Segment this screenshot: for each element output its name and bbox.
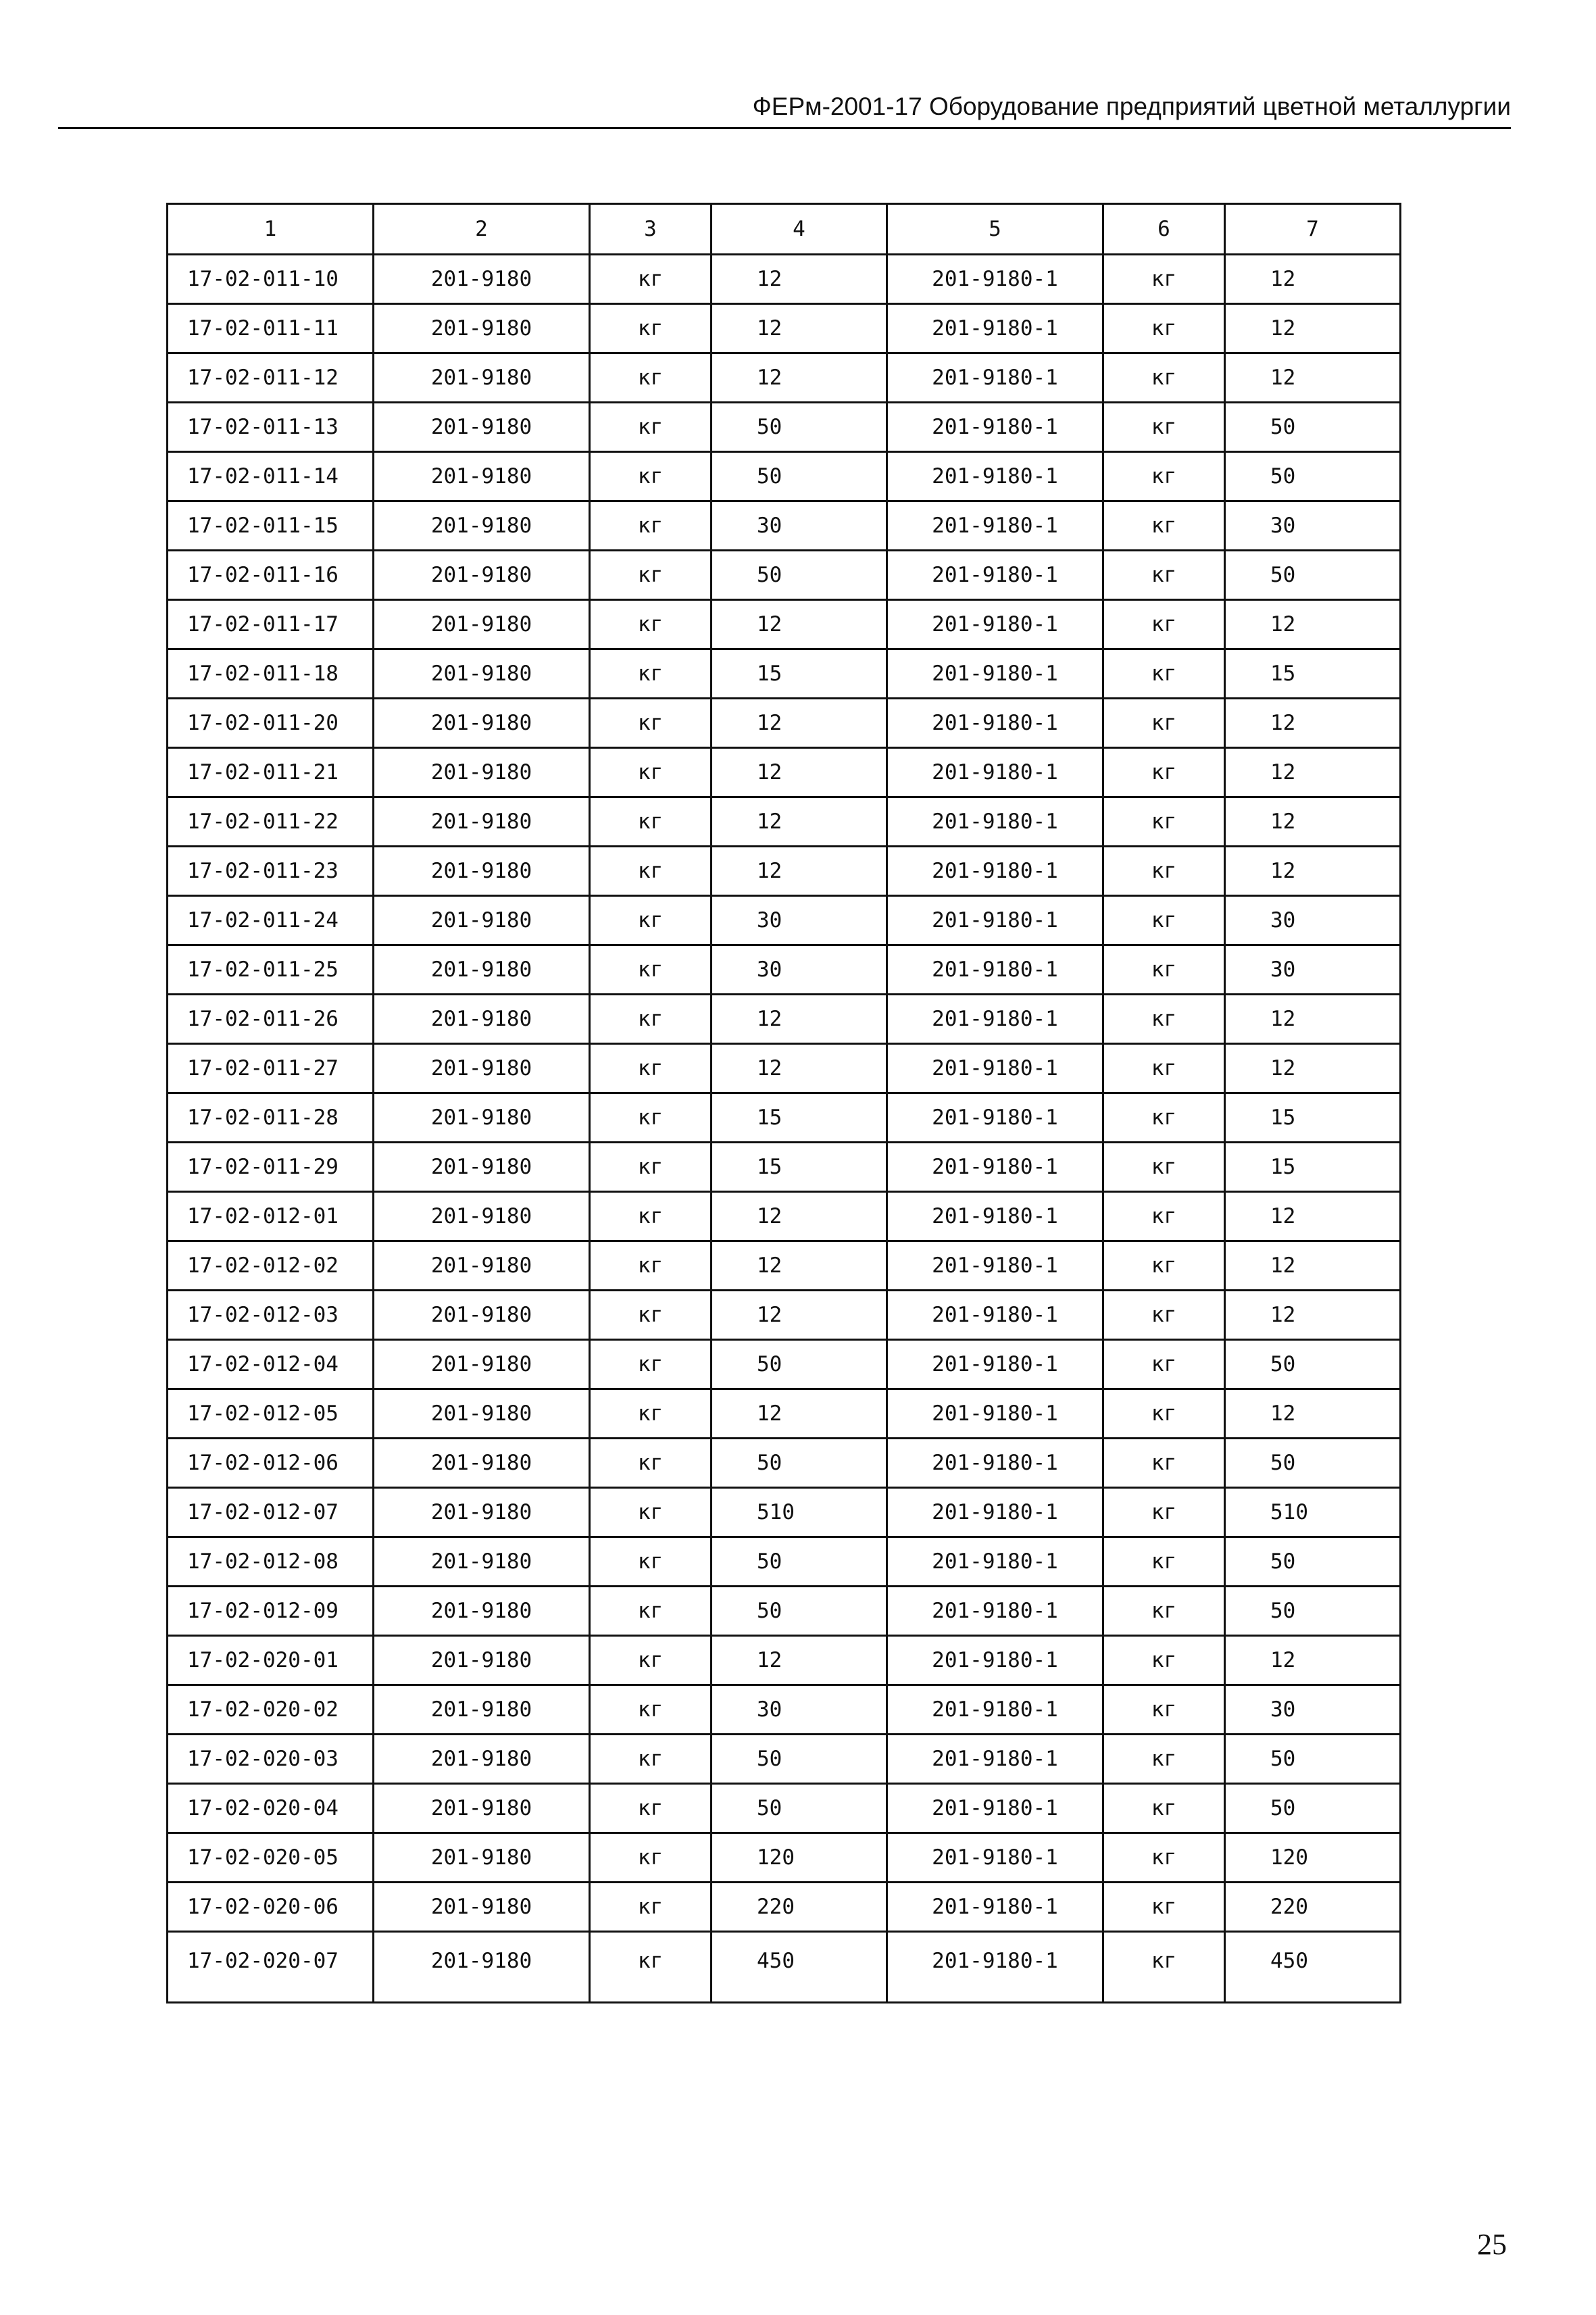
document-title: ФЕРм-2001-17 Оборудование предприятий цветной металлургии [752,93,1511,120]
quantity-cell: 450 [712,1932,887,2003]
quantity-cell: 30 [712,896,887,945]
replacement-unit-cell: кг [1103,1735,1225,1784]
replacement-code-cell: 201-9180-1 [887,1093,1103,1143]
column-header-5: 5 [887,204,1103,255]
quantity-cell: 12 [712,1044,887,1093]
unit-cell: кг [590,797,712,847]
resource-code-cell: 201-9180 [374,1537,590,1587]
replacement-unit-cell: кг [1103,255,1225,304]
quantity-cell: 12 [712,1389,887,1439]
resource-code-cell: 201-9180 [374,600,590,649]
unit-cell: кг [590,452,712,501]
rate-code-cell: 17-02-011-12 [168,353,374,403]
unit-cell: кг [590,1784,712,1833]
replacement-unit-cell: кг [1103,304,1225,353]
quantity-cell: 12 [712,1241,887,1291]
replacement-unit-cell: кг [1103,896,1225,945]
table-body [168,255,1401,2003]
replacement-quantity-cell: 450 [1225,1932,1401,2003]
replacement-unit-cell: кг [1103,551,1225,600]
resource-code-cell: 201-9180 [374,255,590,304]
replacement-quantity-cell: 12 [1225,797,1401,847]
table-row [168,995,1401,1044]
unit-cell: кг [590,699,712,748]
replacement-unit-cell: кг [1103,403,1225,452]
column-header-1: 1 [168,204,374,255]
replacement-code-cell: 201-9180-1 [887,995,1103,1044]
quantity-cell: 120 [712,1833,887,1883]
resource-code-cell: 201-9180 [374,403,590,452]
replacement-quantity-cell: 12 [1225,699,1401,748]
replacement-unit-cell: кг [1103,1439,1225,1488]
replacement-code-cell: 201-9180-1 [887,1883,1103,1932]
table-row [168,1685,1401,1735]
replacement-unit-cell: кг [1103,649,1225,699]
resource-code-cell: 201-9180 [374,1340,590,1389]
rate-code-cell: 17-02-011-16 [168,551,374,600]
replacement-quantity-cell: 50 [1225,1735,1401,1784]
quantity-cell: 15 [712,1143,887,1192]
table-row [168,600,1401,649]
rate-code-cell: 17-02-011-23 [168,847,374,896]
quantity-cell: 50 [712,403,887,452]
replacement-quantity-cell: 30 [1225,501,1401,551]
replacement-code-cell: 201-9180-1 [887,1537,1103,1587]
table-row [168,1537,1401,1587]
replacement-unit-cell: кг [1103,1044,1225,1093]
table-row [168,1735,1401,1784]
rate-code-cell: 17-02-011-27 [168,1044,374,1093]
replacement-code-cell: 201-9180-1 [887,847,1103,896]
resource-code-cell: 201-9180 [374,1883,590,1932]
resource-code-cell: 201-9180 [374,649,590,699]
replacement-code-cell: 201-9180-1 [887,748,1103,797]
unit-cell: кг [590,1735,712,1784]
page-header [58,92,1511,129]
resource-code-cell: 201-9180 [374,1192,590,1241]
rate-code-cell: 17-02-020-05 [168,1833,374,1883]
unit-cell: кг [590,1587,712,1636]
rate-code-cell: 17-02-011-18 [168,649,374,699]
rate-code-cell: 17-02-011-11 [168,304,374,353]
replacement-unit-cell: кг [1103,1883,1225,1932]
resource-code-cell: 201-9180 [374,1241,590,1291]
replacement-code-cell: 201-9180-1 [887,1735,1103,1784]
resource-code-cell: 201-9180 [374,452,590,501]
table-row [168,797,1401,847]
replacement-code-cell: 201-9180-1 [887,896,1103,945]
table-row [168,1143,1401,1192]
replacement-code-cell: 201-9180-1 [887,1192,1103,1241]
replacement-unit-cell: кг [1103,1192,1225,1241]
quantity-cell: 510 [712,1488,887,1537]
replacement-code-cell: 201-9180-1 [887,649,1103,699]
replacement-quantity-cell: 12 [1225,748,1401,797]
replacement-unit-cell: кг [1103,1784,1225,1833]
replacement-code-cell: 201-9180-1 [887,551,1103,600]
quantity-cell: 50 [712,1735,887,1784]
replacement-quantity-cell: 50 [1225,1587,1401,1636]
replacement-code-cell: 201-9180-1 [887,1340,1103,1389]
replacement-quantity-cell: 12 [1225,304,1401,353]
replacement-quantity-cell: 12 [1225,255,1401,304]
resource-code-cell: 201-9180 [374,1784,590,1833]
resource-code-cell: 201-9180 [374,1833,590,1883]
rate-code-cell: 17-02-012-03 [168,1291,374,1340]
replacement-quantity-cell: 30 [1225,1685,1401,1735]
replacement-unit-cell: кг [1103,699,1225,748]
resource-code-cell: 201-9180 [374,501,590,551]
replacement-code-cell: 201-9180-1 [887,452,1103,501]
replacement-quantity-cell: 12 [1225,1636,1401,1685]
table-row [168,304,1401,353]
replacement-unit-cell: кг [1103,797,1225,847]
resource-code-cell: 201-9180 [374,995,590,1044]
quantity-cell: 12 [712,847,887,896]
resource-code-cell: 201-9180 [374,1291,590,1340]
rate-code-cell: 17-02-011-29 [168,1143,374,1192]
unit-cell: кг [590,945,712,995]
replacement-code-cell: 201-9180-1 [887,1241,1103,1291]
rate-code-cell: 17-02-011-13 [168,403,374,452]
table-row [168,1932,1401,2003]
replacement-code-cell: 201-9180-1 [887,945,1103,995]
resource-code-cell: 201-9180 [374,1932,590,2003]
replacement-quantity-cell: 12 [1225,847,1401,896]
resource-code-cell: 201-9180 [374,1439,590,1488]
quantity-cell: 12 [712,600,887,649]
column-header-4: 4 [712,204,887,255]
rate-code-cell: 17-02-011-25 [168,945,374,995]
replacement-code-cell: 201-9180-1 [887,353,1103,403]
unit-cell: кг [590,748,712,797]
replacement-quantity-cell: 15 [1225,1093,1401,1143]
rate-code-cell: 17-02-011-15 [168,501,374,551]
quantity-cell: 50 [712,1537,887,1587]
replacement-quantity-cell: 220 [1225,1883,1401,1932]
table-row [168,1241,1401,1291]
unit-cell: кг [590,1488,712,1537]
replacement-quantity-cell: 50 [1225,1537,1401,1587]
quantity-cell: 50 [712,551,887,600]
unit-cell: кг [590,551,712,600]
quantity-cell: 50 [712,1439,887,1488]
rate-code-cell: 17-02-011-22 [168,797,374,847]
quantity-cell: 30 [712,501,887,551]
replacement-code-cell: 201-9180-1 [887,1488,1103,1537]
unit-cell: кг [590,1291,712,1340]
unit-cell: кг [590,501,712,551]
replacement-code-cell: 201-9180-1 [887,304,1103,353]
replacement-unit-cell: кг [1103,1537,1225,1587]
table-header-row [168,204,1401,255]
replacement-quantity-cell: 12 [1225,1044,1401,1093]
replacement-code-cell: 201-9180-1 [887,600,1103,649]
replacement-unit-cell: кг [1103,1488,1225,1537]
replacement-unit-cell: кг [1103,600,1225,649]
replacement-unit-cell: кг [1103,1932,1225,2003]
replacement-unit-cell: кг [1103,1833,1225,1883]
rate-code-cell: 17-02-011-10 [168,255,374,304]
replacement-unit-cell: кг [1103,1093,1225,1143]
rate-code-cell: 17-02-020-02 [168,1685,374,1735]
table-row [168,452,1401,501]
column-header-2: 2 [374,204,590,255]
rate-code-cell: 17-02-020-04 [168,1784,374,1833]
replacement-quantity-cell: 30 [1225,945,1401,995]
replacement-code-cell: 201-9180-1 [887,1044,1103,1093]
replacement-unit-cell: кг [1103,945,1225,995]
table-row [168,1340,1401,1389]
unit-cell: кг [590,649,712,699]
quantity-cell: 12 [712,1291,887,1340]
table-row [168,896,1401,945]
replacement-unit-cell: кг [1103,1636,1225,1685]
replacement-code-cell: 201-9180-1 [887,403,1103,452]
table-row [168,748,1401,797]
replacement-quantity-cell: 15 [1225,649,1401,699]
table-row [168,1389,1401,1439]
resource-code-cell: 201-9180 [374,797,590,847]
page-number: 25 [1477,2228,1507,2261]
quantity-cell: 50 [712,1340,887,1389]
table-row [168,699,1401,748]
rate-code-cell: 17-02-011-14 [168,452,374,501]
resource-code-cell: 201-9180 [374,847,590,896]
table-row [168,501,1401,551]
unit-cell: кг [590,1044,712,1093]
unit-cell: кг [590,1883,712,1932]
rate-code-cell: 17-02-011-21 [168,748,374,797]
rate-code-cell: 17-02-020-01 [168,1636,374,1685]
replacement-code-cell: 201-9180-1 [887,1685,1103,1735]
replacement-unit-cell: кг [1103,1389,1225,1439]
table-row [168,1587,1401,1636]
quantity-cell: 12 [712,797,887,847]
resource-code-cell: 201-9180 [374,1143,590,1192]
unit-cell: кг [590,353,712,403]
rate-code-cell: 17-02-011-24 [168,896,374,945]
rate-code-cell: 17-02-012-05 [168,1389,374,1439]
replacement-quantity-cell: 50 [1225,1340,1401,1389]
replacement-quantity-cell: 12 [1225,1192,1401,1241]
rate-code-cell: 17-02-011-28 [168,1093,374,1143]
replacement-quantity-cell: 50 [1225,452,1401,501]
table-row [168,1833,1401,1883]
unit-cell: кг [590,1093,712,1143]
replacement-unit-cell: кг [1103,1241,1225,1291]
replacement-unit-cell: кг [1103,1340,1225,1389]
replacement-code-cell: 201-9180-1 [887,255,1103,304]
replacement-quantity-cell: 12 [1225,1241,1401,1291]
replacement-code-cell: 201-9180-1 [887,1143,1103,1192]
resource-code-cell: 201-9180 [374,1093,590,1143]
unit-cell: кг [590,847,712,896]
table-row [168,1291,1401,1340]
quantity-cell: 50 [712,452,887,501]
table-row [168,551,1401,600]
unit-cell: кг [590,896,712,945]
resource-code-cell: 201-9180 [374,896,590,945]
table-row [168,403,1401,452]
table-row [168,1883,1401,1932]
resource-code-cell: 201-9180 [374,945,590,995]
replacement-quantity-cell: 12 [1225,1291,1401,1340]
replacement-code-cell: 201-9180-1 [887,1636,1103,1685]
replacement-unit-cell: кг [1103,847,1225,896]
replacement-unit-cell: кг [1103,1587,1225,1636]
replacement-code-cell: 201-9180-1 [887,1389,1103,1439]
table-row [168,353,1401,403]
rate-code-cell: 17-02-012-08 [168,1537,374,1587]
quantity-cell: 220 [712,1883,887,1932]
table-row [168,1192,1401,1241]
unit-cell: кг [590,255,712,304]
replacement-code-cell: 201-9180-1 [887,1932,1103,2003]
table-row [168,1439,1401,1488]
replacement-quantity-cell: 50 [1225,551,1401,600]
table-row [168,945,1401,995]
quantity-cell: 12 [712,304,887,353]
table-row [168,1093,1401,1143]
unit-cell: кг [590,1685,712,1735]
replacement-code-cell: 201-9180-1 [887,699,1103,748]
replacement-unit-cell: кг [1103,501,1225,551]
resource-code-cell: 201-9180 [374,1488,590,1537]
replacement-quantity-cell: 15 [1225,1143,1401,1192]
quantity-cell: 12 [712,353,887,403]
unit-cell: кг [590,600,712,649]
unit-cell: кг [590,403,712,452]
unit-cell: кг [590,1143,712,1192]
replacement-code-cell: 201-9180-1 [887,1587,1103,1636]
replacement-unit-cell: кг [1103,995,1225,1044]
replacement-quantity-cell: 12 [1225,353,1401,403]
replacement-unit-cell: кг [1103,1685,1225,1735]
quantity-cell: 12 [712,748,887,797]
rate-code-cell: 17-02-012-01 [168,1192,374,1241]
resource-code-cell: 201-9180 [374,353,590,403]
replacement-code-cell: 201-9180-1 [887,797,1103,847]
resource-code-cell: 201-9180 [374,699,590,748]
column-header-3: 3 [590,204,712,255]
quantity-cell: 12 [712,1192,887,1241]
table-row [168,255,1401,304]
unit-cell: кг [590,1537,712,1587]
resource-code-cell: 201-9180 [374,1389,590,1439]
resource-code-cell: 201-9180 [374,1044,590,1093]
resource-code-cell: 201-9180 [374,1685,590,1735]
quantity-cell: 12 [712,255,887,304]
quantity-cell: 30 [712,1685,887,1735]
replacement-quantity-cell: 510 [1225,1488,1401,1537]
quantity-cell: 15 [712,1093,887,1143]
rate-code-cell: 17-02-011-20 [168,699,374,748]
table-row [168,1636,1401,1685]
unit-cell: кг [590,1439,712,1488]
replacement-unit-cell: кг [1103,748,1225,797]
resource-code-cell: 201-9180 [374,304,590,353]
unit-cell: кг [590,1833,712,1883]
unit-cell: кг [590,1241,712,1291]
resource-code-cell: 201-9180 [374,1587,590,1636]
unit-cell: кг [590,1340,712,1389]
rate-code-cell: 17-02-011-26 [168,995,374,1044]
unit-cell: кг [590,1192,712,1241]
norms-table-container [166,203,1401,2003]
replacement-quantity-cell: 12 [1225,600,1401,649]
rate-code-cell: 17-02-020-03 [168,1735,374,1784]
replacement-quantity-cell: 50 [1225,1784,1401,1833]
replacement-code-cell: 201-9180-1 [887,1439,1103,1488]
unit-cell: кг [590,304,712,353]
replacement-code-cell: 201-9180-1 [887,1291,1103,1340]
column-header-6: 6 [1103,204,1225,255]
column-header-7: 7 [1225,204,1401,255]
replacement-code-cell: 201-9180-1 [887,1833,1103,1883]
resource-code-cell: 201-9180 [374,748,590,797]
unit-cell: кг [590,1636,712,1685]
resource-code-cell: 201-9180 [374,1636,590,1685]
replacement-quantity-cell: 12 [1225,995,1401,1044]
resource-code-cell: 201-9180 [374,1735,590,1784]
quantity-cell: 12 [712,1636,887,1685]
quantity-cell: 30 [712,945,887,995]
replacement-unit-cell: кг [1103,1143,1225,1192]
replacement-code-cell: 201-9180-1 [887,501,1103,551]
replacement-quantity-cell: 50 [1225,403,1401,452]
replacement-unit-cell: кг [1103,1291,1225,1340]
table-row [168,1044,1401,1093]
norms-table [166,203,1401,2003]
replacement-quantity-cell: 30 [1225,896,1401,945]
unit-cell: кг [590,995,712,1044]
resource-code-cell: 201-9180 [374,551,590,600]
unit-cell: кг [590,1932,712,2003]
table-row [168,649,1401,699]
rate-code-cell: 17-02-012-02 [168,1241,374,1291]
rate-code-cell: 17-02-020-06 [168,1883,374,1932]
table-row [168,1784,1401,1833]
rate-code-cell: 17-02-012-07 [168,1488,374,1537]
quantity-cell: 15 [712,649,887,699]
table-row [168,847,1401,896]
quantity-cell: 12 [712,995,887,1044]
replacement-quantity-cell: 50 [1225,1439,1401,1488]
rate-code-cell: 17-02-012-06 [168,1439,374,1488]
replacement-unit-cell: кг [1103,353,1225,403]
quantity-cell: 50 [712,1784,887,1833]
replacement-quantity-cell: 120 [1225,1833,1401,1883]
replacement-unit-cell: кг [1103,452,1225,501]
quantity-cell: 50 [712,1587,887,1636]
unit-cell: кг [590,1389,712,1439]
replacement-quantity-cell: 12 [1225,1389,1401,1439]
rate-code-cell: 17-02-020-07 [168,1932,374,2003]
rate-code-cell: 17-02-011-17 [168,600,374,649]
rate-code-cell: 17-02-012-09 [168,1587,374,1636]
replacement-code-cell: 201-9180-1 [887,1784,1103,1833]
quantity-cell: 12 [712,699,887,748]
rate-code-cell: 17-02-012-04 [168,1340,374,1389]
table-row [168,1488,1401,1537]
